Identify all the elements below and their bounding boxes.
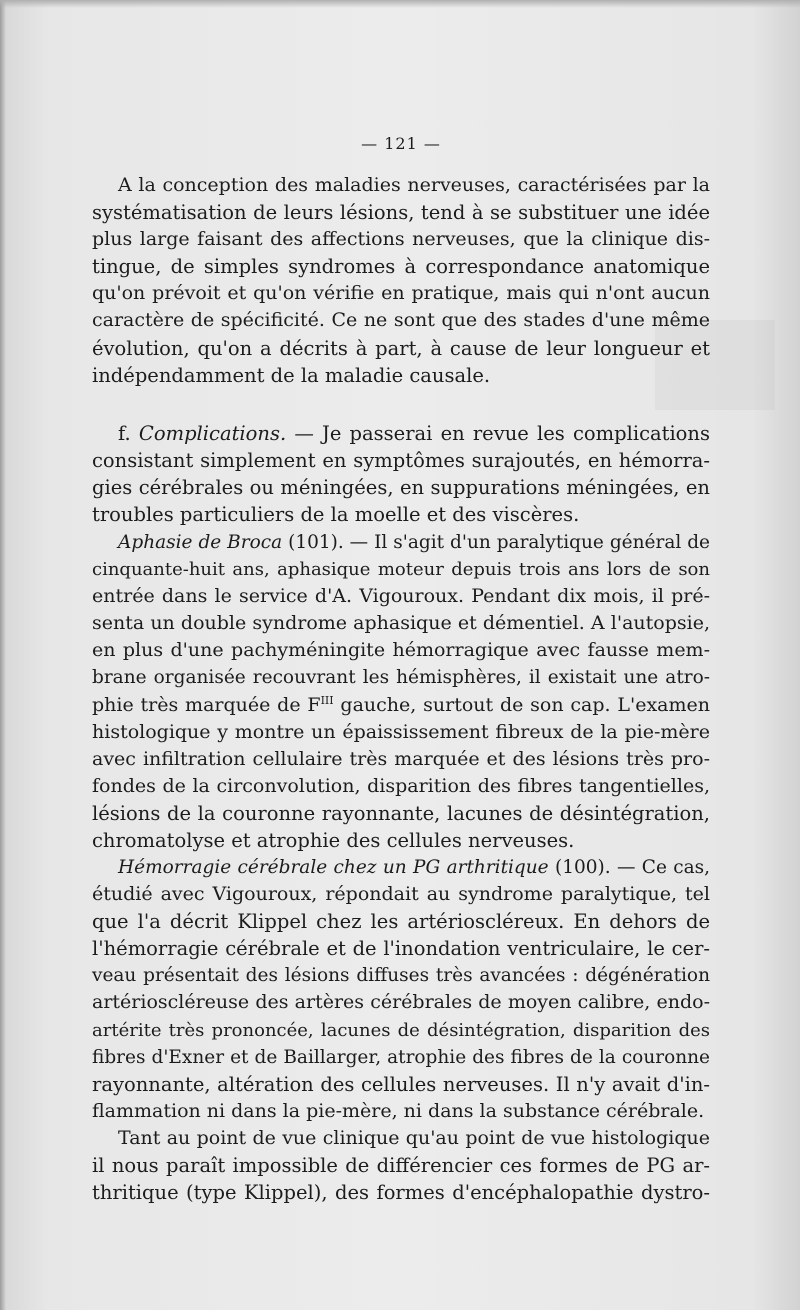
text-line: [92, 420, 710, 447]
text-line: consistant simplement en symptômes surajoutés, en hémorra-: [92, 449, 710, 473]
text-line: évolution, qu'on a décrits à part, à cause de leur longueur et: [92, 336, 710, 360]
case-title: Aphasie de Broca: [118, 532, 283, 553]
page-edge-shadow: [0, 0, 6, 1310]
text-line: thritique (type Klippel), des formes d'encéphalopathie dystro-: [92, 1181, 710, 1205]
superscript: III: [320, 693, 334, 707]
paragraph-complications: [92, 420, 710, 528]
text-line: A la conception des maladies nerveuses, caractérisées par la: [118, 174, 710, 196]
section-title: Complications.: [138, 422, 287, 445]
text-line: senta un double syndrome aphasique et démentiel. A l'autopsie,: [92, 612, 710, 635]
text-line: Tant au point de vue clinique qu'au point de vue histologique: [118, 1127, 710, 1149]
page-top-shadow: [0, 0, 800, 8]
text-line: cinquante-huit ans, aphasique moteur depuis trois ans lors de son: [92, 559, 710, 581]
text-line: fibres d'Exner et de Baillarger, atrophie des fibres de la couronne: [92, 1046, 710, 1068]
line-rest: (101). — Il s'agit d'un paralytique général de: [282, 532, 710, 553]
text-line: veau présentait des lésions diffuses très avancées : dégénération: [92, 965, 710, 987]
text-line: troubles particuliers de la moelle et des viscères.: [92, 503, 580, 527]
paragraph-aphasie: [92, 529, 710, 854]
text-line: en plus d'une pachyméningite hémorragique avec fausse mem-: [92, 639, 710, 662]
text-line: il nous paraît impossible de différencier ces formes de PG ar-: [92, 1154, 710, 1178]
line-rest: gauche, surtout de son cap. L'examen: [333, 693, 710, 716]
section-label: f.: [118, 422, 131, 445]
text-line: artérioscléreuse des artères cérébrales de moyen calibre, endo-: [92, 991, 710, 1014]
text-line: flammation ni dans la pie-mère, ni dans la substance cérébrale.: [92, 1099, 705, 1122]
case-title: Hémorragie cérébrale chez un PG arthritique: [118, 857, 549, 878]
paragraph-1: [92, 172, 710, 389]
paragraph-5: [92, 1125, 710, 1206]
text-line: gies cérébrales ou méningées, en suppurations méningées, en: [92, 476, 710, 500]
text-line: artérite très prononcée, lacunes de désintégration, disparition des: [92, 1019, 710, 1041]
text-line: histologique y montre un épaississement fibreux de la pie-mère: [92, 720, 710, 743]
text-line: qu'on prévoit et qu'on vérifie en pratique, mais qui n'ont aucun: [92, 282, 710, 305]
text-line: lésions de la couronne rayonnante, lacunes de désintégration,: [92, 801, 710, 825]
text-line: entrée dans le service d'A. Vigouroux. Pendant dix mois, il pré-: [92, 585, 710, 608]
page-number: — 121 —: [361, 134, 441, 153]
text-line: avec infiltration cellulaire très marquée et des lésions très pro-: [92, 747, 710, 770]
text-line: fondes de la circonvolution, disparition des fibres tangentielles,: [92, 774, 710, 797]
text-line: plus large faisant des affections nerveuses, que la clinique dis-: [92, 228, 710, 251]
line-rest: — Je passerai en revue les complications: [286, 422, 710, 445]
text-line: l'hémorragie cérébrale et de l'inondation ventriculaire, le cer-: [92, 937, 710, 961]
text-line: [92, 529, 710, 556]
text-line: [92, 692, 710, 719]
line-rest: (100). — Ce cas,: [548, 857, 710, 878]
text-line: rayonnante, altération des cellules nerveuses. Il n'y avait d'in-: [92, 1072, 710, 1096]
text-line: [92, 854, 710, 881]
text-line: indépendamment de la maladie causale.: [92, 363, 491, 387]
line-start: phie très marquée de F: [92, 693, 321, 716]
text-line: que l'a décrit Klippel chez les artérioscléreux. En dehors de: [92, 910, 710, 934]
text-line: systématisation de leurs lésions, tend à se substituer une idée: [92, 201, 710, 225]
text-line: caractère de spécificité. Ce ne sont que des stades d'une même: [92, 309, 710, 332]
text-line: étudié avec Vigouroux, répondait au syndrome paralytique, tel: [92, 883, 710, 906]
text-line: chromatolyse et atrophie des cellules nerveuses.: [92, 829, 575, 853]
text-line: brane organisée recouvrant les hémisphères, il existait une atro-: [92, 667, 710, 689]
paragraph-hemorragie: [92, 854, 710, 1125]
text-line: tingue, de simples syndromes à correspondance anatomique: [92, 255, 710, 279]
